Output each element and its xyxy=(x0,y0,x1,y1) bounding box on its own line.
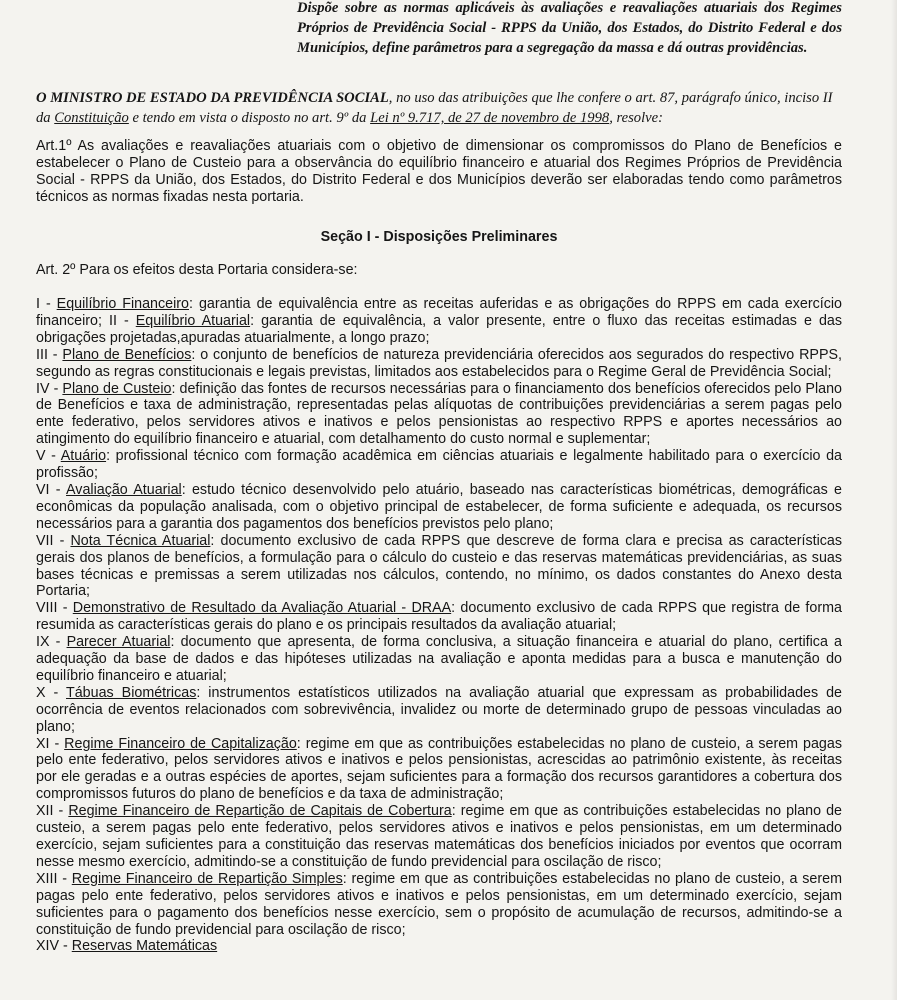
item-text: VII - xyxy=(36,532,71,549)
definition-term: Regime Financeiro de Repartição Simples xyxy=(71,870,343,887)
item-text: : documento que apresenta, de forma conclusiva, a situação financeira e atuarial do plano, certifica a adequação da base de dados e das hipóteses utilizadas na avaliação e aponta medidas para a busca e manutenção do equilíbrio financeiro e atuarial; xyxy=(36,634,842,684)
preamble-minister: O MINISTRO DE ESTADO DA PREVIDÊNCIA SOCIAL xyxy=(36,90,389,106)
definition-term: Reservas Matemáticas xyxy=(71,938,218,955)
list-item xyxy=(36,482,842,533)
item-text: : regime em que as contribuições estabelecidas no plano de custeio, a serem pagas pelo ente federativo, pelos servidores ativos e inativos e pelos pensionistas, acrescidas ao patrimônio existente, às receitas por ele geradas e a outras espécies de aportes, sejam suficientes para a formação dos recursos garantidores a cobertura dos compromissos futuros do plano de benefícios e da taxa de administração; xyxy=(36,735,842,803)
scan-edge-shadow xyxy=(891,0,897,1000)
definition-term: Demonstrativo de Resultado da Avaliação Atuarial - DRAA xyxy=(72,600,452,617)
item-text: X - xyxy=(36,684,66,701)
list-item xyxy=(36,347,842,381)
article-2: Art. 2º Para os efeitos desta Portaria considera-se: xyxy=(36,262,358,278)
article-1: Art.1º As avaliações e reavaliações atuariais com o objetivo de dimensionar os compromissos do Plano de Benefícios e estabelecer o Plano de Custeio para a observância do equilíbrio financeiro e atuarial dos Regimes Próprios de Previdência Social - RPPS da União, dos Estados, do Distrito Federal e dos Municípios deverão ser elaboradas tendo como parâmetros técnicos as normas fixadas nesta portaria. xyxy=(36,138,842,205)
definition-list xyxy=(36,296,842,955)
definition-term: Nota Técnica Atuarial xyxy=(70,532,211,549)
preamble xyxy=(36,88,844,128)
item-text: I - xyxy=(36,296,57,312)
item-text: : documento exclusivo de cada RPPS que descreve de forma clara e precisa as características gerais dos planos de benefícios, a formulação para o cálculo do custeio e das reservas matemáticas previdenciárias, as suas bases técnicas e premissas a serem utilizadas nos cálculos, contendo, no mínimo, os dados constantes do Anexo desta Portaria; xyxy=(36,532,842,600)
preamble-law-link[interactable]: Lei nº 9.717, de 27 de novembro de 1998 xyxy=(370,110,610,126)
section-title: Seção I - Disposições Preliminares xyxy=(320,229,558,245)
preamble-constitution-link[interactable]: Constituição xyxy=(54,110,129,126)
definition-term: Plano de Custeio xyxy=(62,380,172,397)
item-text: XIII - xyxy=(36,870,72,887)
definition-term: Avaliação Atuarial xyxy=(66,481,182,498)
list-item xyxy=(36,736,842,804)
definition-term: Equilíbrio Atuarial xyxy=(135,312,251,329)
item-text: : regime em que as contribuições estabelecidas no plano de custeio, a serem pagas pelo ente federativo, pelos servidores ativos e inativos e pelos pensionistas, em um determinado exercício, sejam suficientes para o pagamento dos benefícios nesse exercício, sem o propósito de acumulação de recursos, admitindo-se a constituição de fundo previdencial para oscilação de risco; xyxy=(36,870,842,938)
ementa: Dispõe sobre as normas aplicáveis às avaliações e reavaliações atuariais dos Regimes Próprios de Previdência Social - RPPS da União, dos Estados, do Distrito Federal e dos Municípios, define parâmetros para a segregação da massa e dá outras providências. xyxy=(297,0,842,56)
list-item xyxy=(36,600,842,634)
item-text: : documento exclusivo de cada RPPS que registra de forma resumida as características gerais do plano e os principais resultados da avaliação atuarial; xyxy=(36,600,842,634)
definition-term: Plano de Benefícios xyxy=(62,346,192,363)
list-item xyxy=(36,634,842,685)
list-item xyxy=(36,685,842,736)
item-text: XII - xyxy=(36,803,69,820)
item-text: : estudo técnico desenvolvido pelo atuário, baseado nas características biométricas, demográficas e econômicas da população analisada, com o objetivo principal de estabelecer, de forma suficiente e adequada, os recursos necessários para a garantia dos pagamentos dos benefícios previstos pelo plano; xyxy=(36,481,843,532)
item-text: : profissional técnico com formação acadêmica em ciências atuariais e legalmente habilitado para o exercício da profissão; xyxy=(36,448,842,482)
list-item xyxy=(36,381,842,449)
definition-term: Tábuas Biométricas xyxy=(66,684,197,701)
item-text: : garantia de equivalência entre as receitas auferidas e as obrigações do RPPS em cada exercício financeiro; II - xyxy=(36,296,842,329)
list-item xyxy=(36,533,842,601)
list-item xyxy=(36,448,842,482)
preamble-text-2: e tendo em vista o disposto no art. 9º da xyxy=(128,110,371,126)
item-text: : regime em que as contribuições estabelecidas no plano de custeio, a serem pagas pelo ente federativo, pelos servidores ativos e inativos e pelos pensionistas, em um determinado exercício, sejam suficientes para a constituição das reservas matemáticas dos benefícios iniciados por eventos que ocorram nesse mesmo exercício, admitindo-se a constituição de fundo previdencial para oscilação de risco; xyxy=(36,803,842,870)
item-text: VIII - xyxy=(36,600,73,617)
definition-term: Atuário xyxy=(60,448,107,465)
item-text: : definição das fontes de recursos necessárias para o financiamento dos benefícios oferecidos pelo Plano de Benefícios e taxa de administração, representadas pelas alíquotas de contribuições previdenciárias a serem pagas pelo ente federativo, pelos servidores ativos e inativos e pelos pensionistas ao respectivo RPPS e aportes necessários ao atingimento do equilíbrio financeiro e atuarial, com detalhamento do custo normal e suplementar; xyxy=(36,380,842,448)
definition-term: Parecer Atuarial xyxy=(66,634,171,651)
definition-term: Regime Financeiro de Capitalização xyxy=(64,735,297,752)
item-text: IX - xyxy=(36,634,67,651)
list-item xyxy=(36,296,842,347)
list-item xyxy=(36,871,842,939)
definition-term: Regime Financeiro de Repartição de Capitais de Cobertura xyxy=(68,803,452,820)
preamble-text-1: , no uso das atribuições que lhe confere o art. 87, parágrafo único, inciso II da xyxy=(36,90,833,126)
item-text: XI - xyxy=(36,735,65,752)
list-item xyxy=(36,803,842,871)
item-text: : garantia de equivalência, a valor presente, entre o fluxo das receitas estimadas e das obrigações projetadas,apuradas atuarialmente, a longo prazo; xyxy=(36,312,842,346)
item-text: : o conjunto de benefícios de natureza previdenciária oferecidos aos segurados do respectivo RPPS, segundo as regras constitucionais e legais previstas, limitados aos estabelecidos para o Regime Geral de Previdência Social; xyxy=(36,346,843,380)
preamble-text-3: , resolve: xyxy=(609,110,663,126)
item-text: V - xyxy=(36,448,61,465)
list-item xyxy=(36,938,842,955)
item-text: VI - xyxy=(36,481,67,498)
item-text: XIV - xyxy=(36,938,72,955)
item-text: : instrumentos estatísticos utilizados na avaliação atuarial que expressam as probabilidades de ocorrência de eventos relacionados com sobrevivência, invalidez ou morte de determinado grupo de pessoas vinculadas ao plano; xyxy=(36,684,843,735)
item-text: IV - xyxy=(36,380,63,397)
definition-term: Equilíbrio Financeiro xyxy=(56,296,189,312)
item-text: III - xyxy=(36,346,63,363)
